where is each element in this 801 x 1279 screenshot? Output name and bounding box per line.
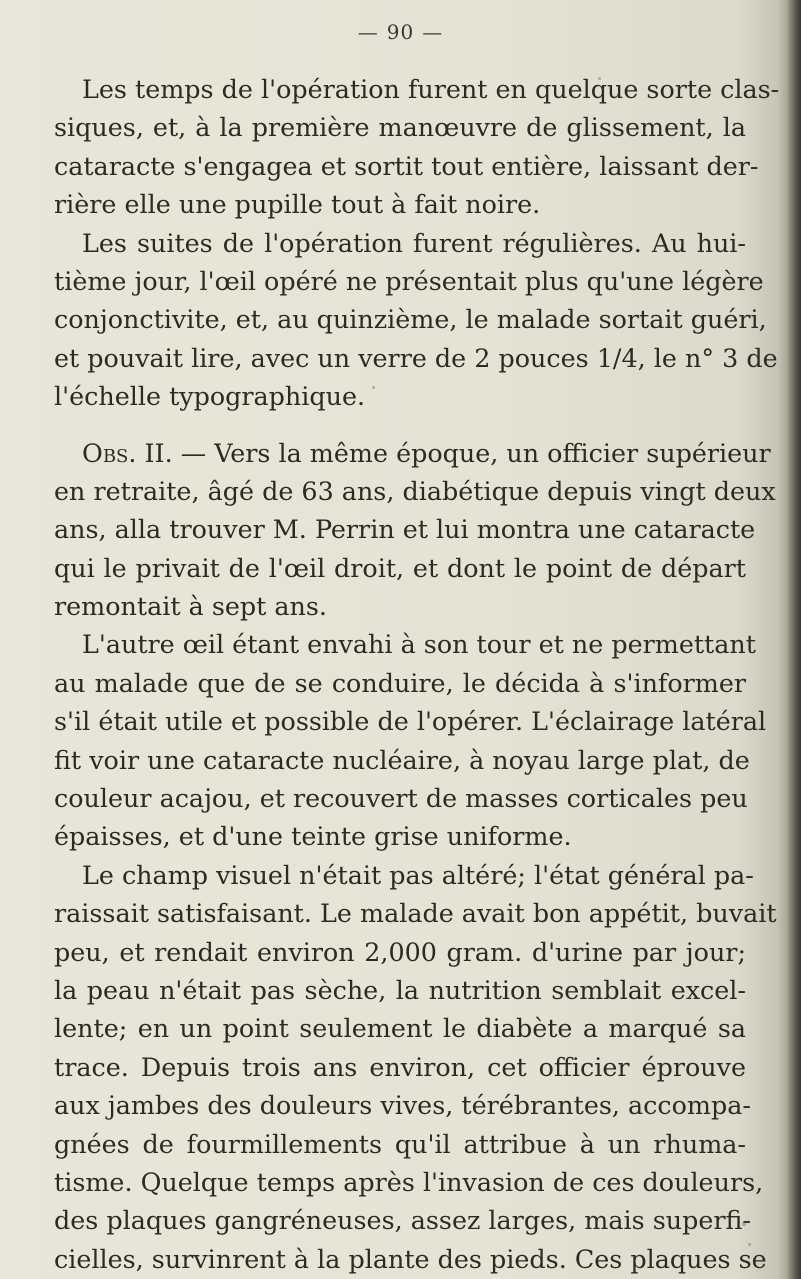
text-line: siques, et, à la première manœuvre de glissement, la — [54, 112, 746, 143]
text-line: gnées de fourmillements qu'il attribue à un rhuma- — [54, 1128, 746, 1159]
paragraph-1 — [54, 70, 780, 224]
text-line: raissait satisfaisant. Le malade avait bon appétit, buvait — [54, 898, 777, 929]
paper-speck — [748, 1243, 751, 1246]
text-line: tisme. Quelque temps après l'invasion de ces douleurs, — [54, 1166, 764, 1197]
observation-2-paragraph — [54, 434, 776, 626]
text-line: cataracte s'engagea et sortit tout entière, laissant der- — [54, 150, 759, 181]
text-line: peu, et rendait environ 2,000 gram. d'urine par jour; — [54, 936, 746, 967]
text-line: conjonctivite, et, au quinzième, le malade sortait guéri, — [54, 304, 767, 335]
observation-label: Obs. II. — [82, 437, 173, 468]
page-number: 90 — [386, 20, 415, 44]
page-number-header — [0, 20, 801, 44]
page-number-dash-right: — — [422, 20, 444, 44]
text-line: Le champ visuel n'était pas altéré; l'état général pa- — [82, 859, 754, 890]
observation-heading-text: — Vers la même époque, un officier supérieur — [172, 437, 771, 468]
paragraph-4 — [54, 625, 767, 855]
paragraph-5 — [54, 856, 777, 1278]
paper-speck — [742, 1222, 746, 1226]
text-line: en retraite, âgé de 63 ans, diabétique depuis vingt deux — [54, 475, 776, 506]
text-line: aux jambes des douleurs vives, térébrantes, accompa- — [54, 1090, 751, 1121]
paragraph-2 — [54, 224, 778, 416]
text-line: trace. Depuis trois ans environ, cet officier éprouve — [54, 1051, 746, 1082]
text-line: cielles, survinrent à la plante des pieds. Ces plaques se — [54, 1243, 767, 1274]
text-line: rière elle une pupille tout à fait noire. — [54, 189, 541, 220]
text-line: au malade que de se conduire, le décida à s'informer — [54, 667, 746, 698]
text-line: Les suites de l'opération furent régulières. Au hui- — [82, 227, 746, 258]
body-text — [54, 70, 780, 1278]
text-line: l'échelle typographique. — [54, 381, 366, 412]
page-number-dash-left: — — [357, 20, 379, 44]
page-edge-shadow — [787, 0, 801, 1279]
text-line: tième jour, l'œil opéré ne présentait plus qu'une légère — [54, 265, 764, 296]
text-line: qui le privait de l'œil droit, et dont le point de départ — [54, 552, 746, 583]
text-line: ans, alla trouver M. Perrin et lui montra une cataracte — [54, 514, 756, 545]
observation-heading-line — [54, 434, 771, 472]
text-line: remontait à sept ans. — [54, 591, 327, 622]
text-line: Les temps de l'opération furent en quelque sorte clas- — [82, 74, 780, 104]
text-line: couleur acajou, et recouvert de masses corticales peu — [54, 783, 748, 814]
text-line: lente; en un point seulement le diabète a marqué sa — [54, 1013, 746, 1044]
text-line: la peau n'était pas sèche, la nutrition semblait excel- — [54, 974, 746, 1005]
text-line: et pouvait lire, avec un verre de 2 pouces 1/4, le n° 3 de — [54, 342, 778, 373]
text-line: L'autre œil étant envahi à son tour et ne permettant — [82, 629, 756, 660]
paper-speck — [598, 77, 601, 80]
text-line: des plaques gangréneuses, assez larges, mais superfi- — [54, 1205, 752, 1236]
text-line: s'il était utile et possible de l'opérer. L'éclairage latéral — [54, 706, 767, 737]
text-line: fit voir une cataracte nucléaire, à noyau large plat, de — [54, 744, 750, 775]
text-line: épaisses, et d'une teinte grise uniforme. — [54, 821, 572, 852]
paper-speck — [372, 386, 375, 389]
